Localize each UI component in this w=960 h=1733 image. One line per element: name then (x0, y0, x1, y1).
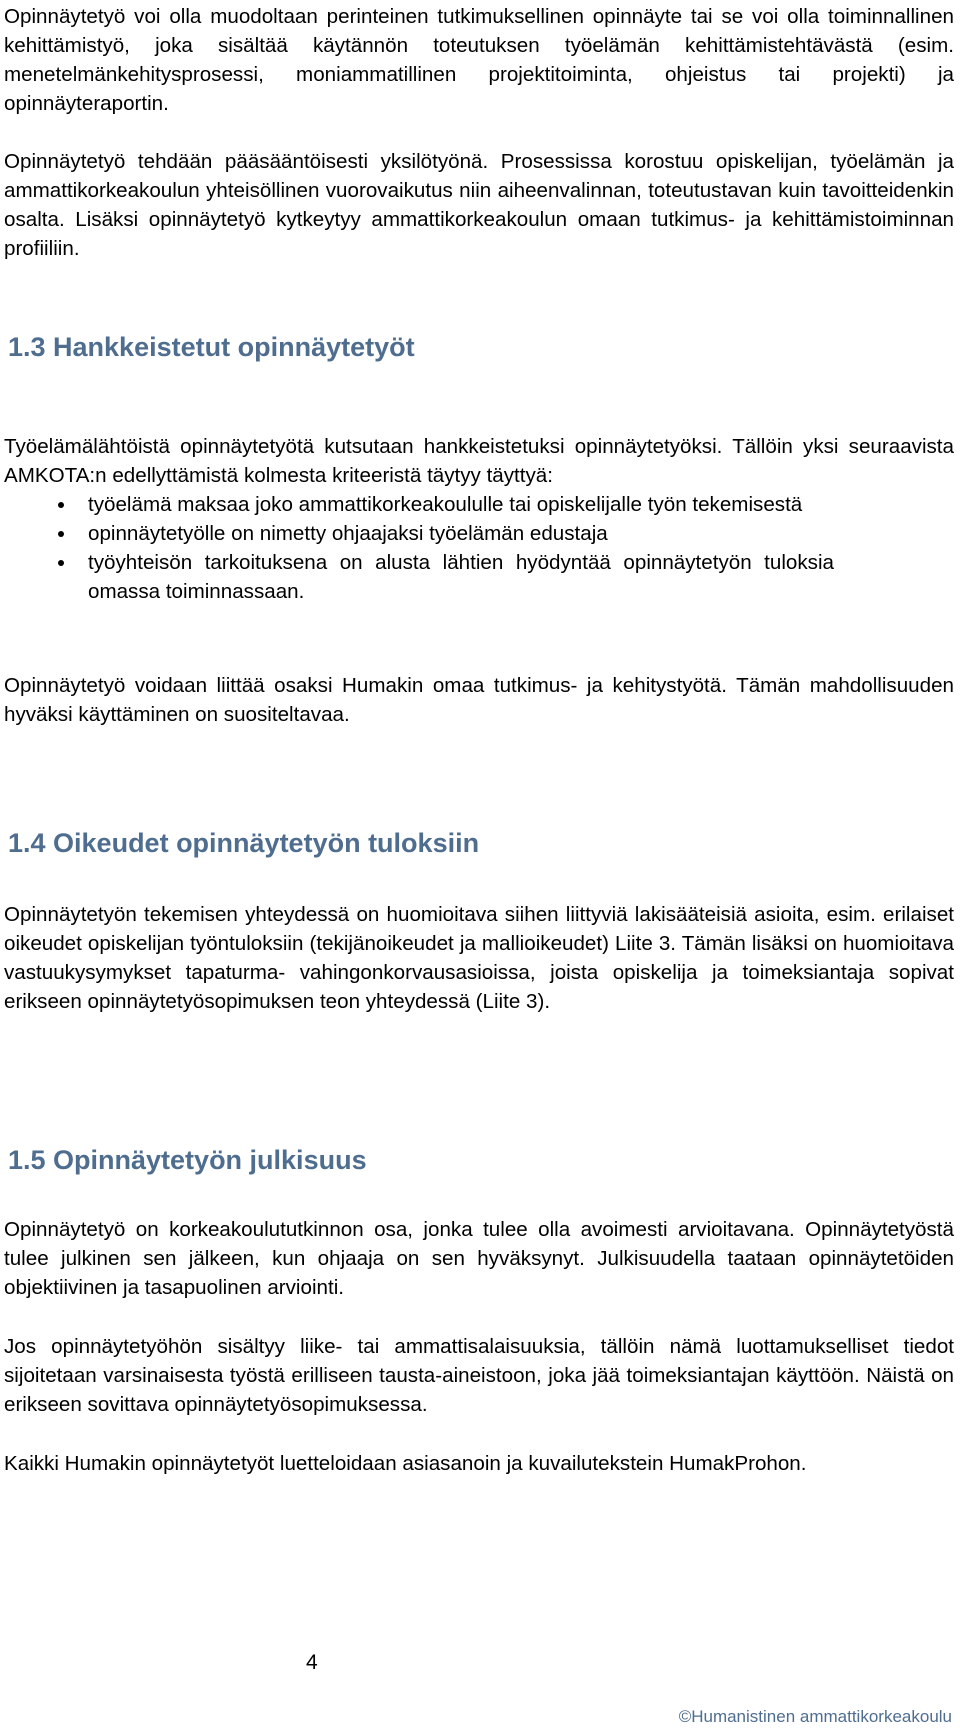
section-heading-1-5: 1.5 Opinnäytetyön julkisuus (8, 1145, 367, 1175)
section14-p1: Opinnäytetyön tekemisen yhteydessä on huomioitava siihen liittyviä lakisääteisiä asioita, esim. erilaiset oikeudet opiskelijan työntuloksiin (tekijänoikeudet ja mallioikeudet) Liite 3. Tämän lisäksi on huomioitava vastuukysymykset tapaturma- vahingonkorvausasioissa, joista opiskelija ja toimeksiantaja sopivat erikseen opinnäytetyösopimuksen teon yhteydessä (Liite 3). (4, 903, 954, 1013)
section13-p1: Työelämälähtöistä opinnäytetyötä kutsutaan hankkeistetuksi opinnäytetyöksi. Tällöin yksi seuraavista AMKOTA:n edellyttämistä kolmesta kriteeristä täytyy täyttyä: (4, 435, 954, 487)
section-1-5-paragraph-2 (4, 1332, 954, 1419)
section-1-3-paragraph-2 (4, 671, 954, 729)
section-1-3-paragraph-1 (4, 432, 954, 490)
section-1-3-heading-wrap (4, 330, 954, 364)
intro-p1: Opinnäytetyö voi olla muodoltaan perinteinen tutkimuksellinen opinnäyte tai se voi olla toiminnallinen kehittämistyö, joka sisältää käytännön toteutuksen työelämän kehittämistehtävästä (esim. menetelmänkehitysprosessi, moniammatillinen projektitoiminta, ohjeistus tai projekti) ja opinnäyteraportin. (4, 5, 954, 115)
list-item: työyhteisön tarkoituksena on alusta lähtien hyödyntää opinnäytetyön tuloksia omassa toiminnassaan. (4, 548, 834, 606)
list-item: opinnäytetyölle on nimetty ohjaajaksi työelämän edustaja (4, 519, 834, 548)
page-number: 4 (306, 1651, 318, 1674)
bullet-icon (58, 560, 64, 566)
bullet-icon (58, 531, 64, 537)
section-1-4-paragraph-1 (4, 900, 954, 1016)
criteria-list-wrap (4, 490, 954, 606)
section15-p1: Opinnäytetyö on korkeakoulututkinnon osa, jonka tulee olla avoimesti arvioitavana. Opinnäytetyöstä tulee julkinen sen jälkeen, kun ohjaaja on sen hyväksynyt. Julkisuudella taataan opinnäytetöiden objektiivinen ja tasapuolinen arviointi. (4, 1218, 954, 1299)
intro-paragraph-2 (4, 147, 954, 263)
footer-copyright: ©Humanistinen ammattikorkeakoulu (678, 1707, 952, 1726)
criteria-list (4, 490, 954, 606)
section-1-5-paragraph-1 (4, 1215, 954, 1302)
intro-p2: Opinnäytetyö tehdään pääsääntöisesti yksilötyönä. Prosessissa korostuu opiskelijan, työelämän ja ammattikorkeakoulun yhteisöllinen vuorovaikutus niin aiheenvalinnan, toteutustavan kuin tavoitteidenkin osalta. Lisäksi opinnäytetyö kytkeytyy ammattikorkeakoulun omaan tutkimus- ja kehittämistoiminnan profiiliin. (4, 150, 954, 260)
section15-p2: Jos opinnäytetyöhön sisältyy liike- tai ammattisalaisuuksia, tällöin nämä luottamukselliset tiedot sijoitetaan varsinaisesta työstä erilliseen tausta-aineistoon, joka jää toimeksiantajan käyttöön. Näistä on erikseen sovittava opinnäytetyösopimuksessa. (4, 1335, 954, 1416)
section-heading-1-4: 1.4 Oikeudet opinnäytetyön tuloksiin (8, 828, 480, 858)
section-1-5-heading-wrap (4, 1143, 954, 1177)
section15-p3: Kaikki Humakin opinnäytetyöt luetteloidaan asiasanoin ja kuvailutekstein HumakProhon. (4, 1452, 807, 1475)
section-1-4-heading-wrap (4, 826, 954, 860)
section13-p2: Opinnäytetyö voidaan liittää osaksi Humakin omaa tutkimus- ja kehitystyötä. Tämän mahdollisuuden hyväksi käyttäminen on suositeltavaa. (4, 674, 954, 726)
bullet-icon (58, 502, 64, 508)
list-item: työelämä maksaa joko ammattikorkeakoululle tai opiskelijalle työn tekemisestä (4, 490, 834, 519)
section-1-5-paragraph-3 (4, 1449, 954, 1478)
section-heading-1-3: 1.3 Hankkeistetut opinnäytetyöt (8, 332, 415, 362)
intro-paragraph-1 (4, 2, 954, 118)
